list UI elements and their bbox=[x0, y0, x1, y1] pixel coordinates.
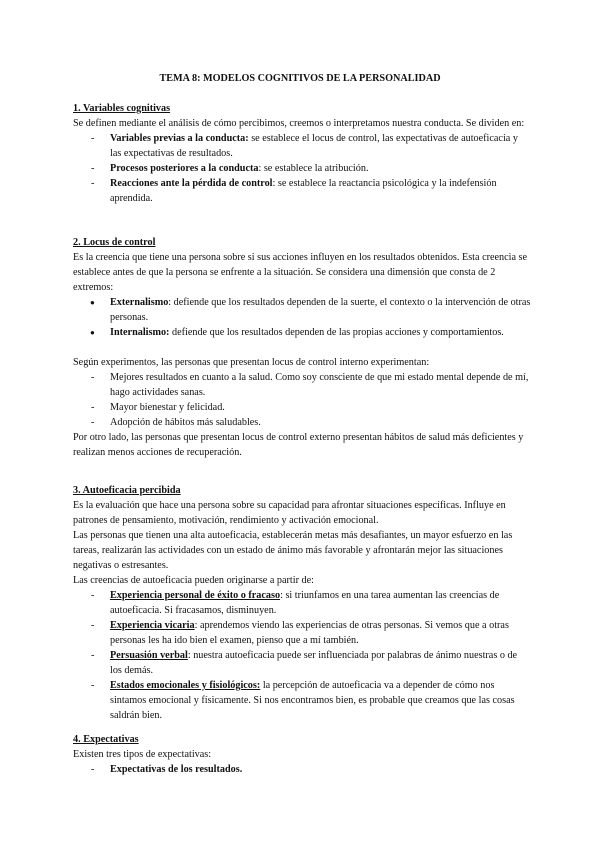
section-locus-de-control bbox=[73, 235, 531, 460]
section-heading: 3. Autoeficacia percibida bbox=[73, 485, 181, 496]
dash-list bbox=[73, 762, 531, 777]
list-item: ● Internalismo: defiende que los resultados dependen de las propias acciones y comportamientos. bbox=[73, 325, 531, 340]
list-item: - Experiencia vicaria: aprendemos viendo las experiencias de otras personas. Si vemos que a otras personas les ha ido bien el examen, pienso que a mí también. bbox=[73, 618, 531, 648]
dash-list bbox=[73, 370, 531, 430]
paragraph: Las personas que tienen una alta autoeficacia, establecerán metas más desafiantes, un mayor esfuerzo en las tareas, realizarán las actividades con un estado de ánimo más favorable y afrontarán mejor las situaciones negativas o estresantes. bbox=[73, 530, 513, 571]
list-item: - Reacciones ante la pérdida de control: se establece la reactancia psicológica y la indefensión aprendida. bbox=[73, 176, 531, 206]
paragraph: Es la evaluación que hace una persona sobre su capacidad para afrontar situaciones específicas. Influye en patrones de pensamiento, motivación, rendimiento y activación emocional. bbox=[73, 500, 506, 526]
bullet-list bbox=[73, 295, 531, 340]
list-item: - Mejores resultados en cuanto a la salud. Como soy consciente de que mi estado mental depende de mí, hago actividades sanas. bbox=[73, 370, 531, 400]
page-title: TEMA 8: MODELOS COGNITIVOS DE LA PERSONALIDAD bbox=[159, 73, 441, 84]
paragraph: Por otro lado, las personas que presentan locus de control externo presentan hábitos de salud más deficientes y realizan menos acciones de recuperación. bbox=[73, 432, 524, 458]
paragraph: Las creencias de autoeficacia pueden originarse a partir de: bbox=[73, 575, 314, 586]
dash-list bbox=[73, 588, 531, 723]
section-expectativas bbox=[73, 732, 531, 777]
section-autoeficacia bbox=[73, 483, 531, 723]
list-item: - Experiencia personal de éxito o fracaso: si triunfamos en una tarea aumentan las creencias de autoeficacia. Si fracasamos, disminuyen. bbox=[73, 588, 531, 618]
list-item: - Estados emocionales y fisiológicos: la percepción de autoeficacia va a depender de cómo nos sintamos emocional y físicamente. Si nos encontramos bien, es probable que creamos que las cosas saldrán bien. bbox=[73, 678, 531, 723]
section-heading: 1. Variables cognitivas bbox=[73, 103, 171, 114]
section-heading: 4. Expectativas bbox=[73, 734, 139, 745]
paragraph: Según experimentos, las personas que presentan locus de control interno experimentan: bbox=[73, 357, 430, 368]
paragraph: Es la creencia que tiene una persona sobre si sus acciones influyen en los resultados obtenidos. Esta creencia se establece antes de que la persona se enfrente a la situación. Se considera una dimensión que consta de 2 extremos: bbox=[73, 252, 528, 293]
section-heading: 2. Locus de control bbox=[73, 237, 156, 248]
list-item: - Expectativas de los resultados. bbox=[73, 762, 531, 777]
list-item: - Adopción de hábitos más saludables. bbox=[73, 415, 531, 430]
list-item: ● Externalismo: defiende que los resultados dependen de la suerte, el contexto o la intervención de otras personas. bbox=[73, 295, 531, 325]
list-item: - Variables previas a la conducta: se establece el locus de control, las expectativas de autoeficacia y las expectativas de resultados. bbox=[73, 131, 531, 161]
list-item: - Procesos posteriores a la conducta: se establece la atribución. bbox=[73, 161, 531, 176]
paragraph: Existen tres tipos de expectativas: bbox=[73, 749, 212, 760]
section-variables-cognitivas bbox=[73, 101, 531, 206]
list-item: - Mayor bienestar y felicidad. bbox=[73, 400, 531, 415]
list-item: - Persuasión verbal: nuestra autoeficacia puede ser influenciada por palabras de ánimo nuestras o de los demás. bbox=[73, 648, 531, 678]
dash-list bbox=[73, 131, 531, 206]
paragraph: Se definen mediante el análisis de cómo percibimos, creemos o interpretamos nuestra conducta. Se dividen en: bbox=[73, 118, 525, 129]
